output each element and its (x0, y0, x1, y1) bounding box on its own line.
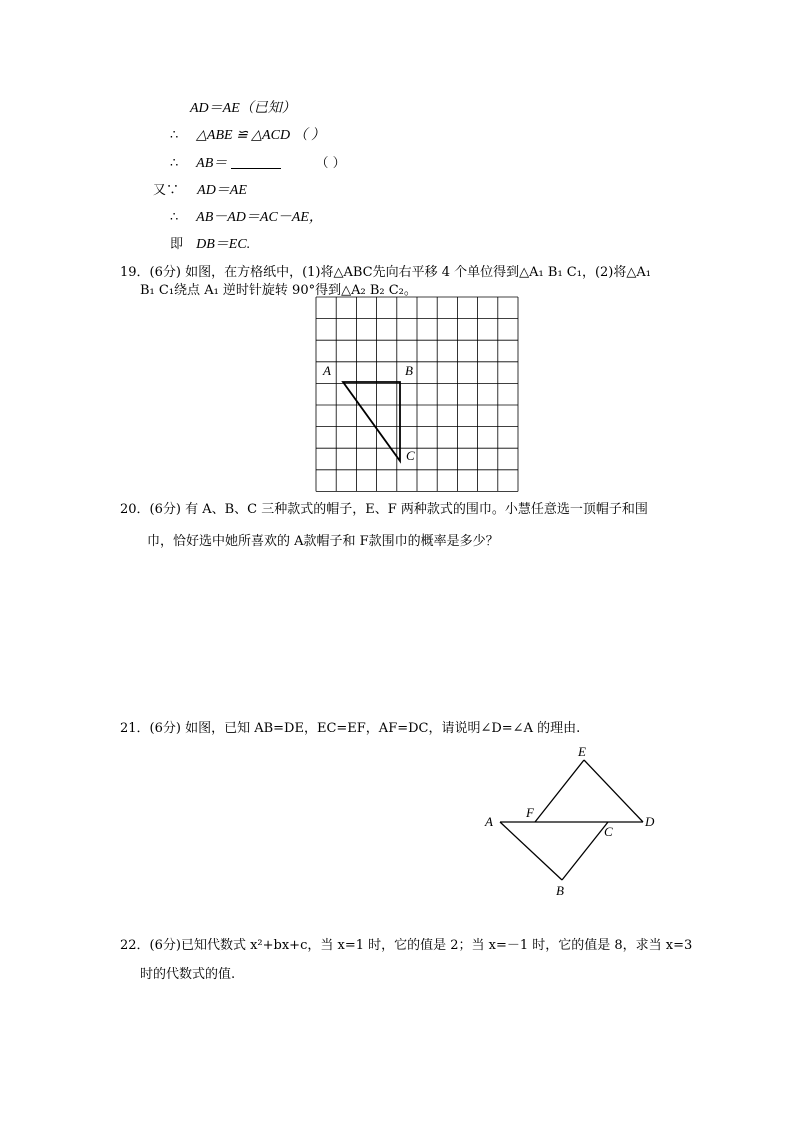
namely-symbol: 即 (170, 237, 184, 252)
point-b-label: B (556, 883, 564, 898)
question-22-line-2: 时的代数式的值. (140, 967, 236, 982)
grid-lines (316, 297, 518, 491)
proof-line-4-text: AD＝AE (197, 183, 247, 198)
geometry-figure (480, 742, 660, 902)
proof-line-6 (170, 233, 250, 253)
point-d-label: D (645, 814, 655, 829)
proof-line-3 (170, 152, 346, 172)
therefore-symbol: ∴ (170, 156, 179, 171)
proof-line-3-prefix: AB＝ (196, 156, 228, 171)
point-f-label: F (526, 805, 534, 820)
question-22-line-1: 22．(6分)已知代数式 x²+bx+c，当 x=1 时，它的值是 2；当 x=－1 时，它的值是 8，求当 x=3 (120, 938, 693, 953)
proof-line-1-text: AD＝AE（已知） (190, 101, 296, 116)
point-a-label: A (323, 363, 331, 378)
therefore-symbol: ∴ (170, 210, 179, 225)
proof-line-4 (153, 179, 247, 199)
question-19-line-1: 19．(6分) 如图，在方格纸中，(1)将△ABC先向右平移 4 个单位得到△A₁ B₁ C₁，(2)将△A₁ (120, 265, 651, 280)
since-symbol: 又∵ (153, 183, 180, 198)
question-19-line-2: B₁ C₁绕点 A₁ 逆时针旋转 90°得到△A₂ B₂ C₂。 (140, 283, 417, 298)
grid-figure (310, 293, 525, 493)
point-c-label: C (604, 824, 613, 839)
segment-bc (562, 822, 608, 880)
proof-line-5 (170, 206, 323, 226)
segment-ab (500, 822, 562, 880)
triangle-abc (343, 382, 400, 461)
proof-line-2 (170, 124, 325, 144)
question-20-line-1: 20．(6分) 有 A、B、C 三种款式的帽子，E、F 两种款式的围巾。小慧任意选一顶帽子和围 (120, 502, 648, 517)
segment-fe (535, 760, 584, 822)
point-b-label: B (405, 363, 413, 378)
proof-line-2-text: △ABE ≌ △ACD （ ） (196, 128, 326, 143)
question-21-line-1: 21．(6分) 如图，已知 AB=DE，EC=EF，AF=DC，请说明∠D=∠A 的理由. (120, 721, 581, 736)
proof-line-5-text: AB－AD＝AC－AE， (196, 210, 323, 225)
proof-line-3-suffix: （ ） (315, 156, 346, 171)
answer-blank[interactable] (231, 156, 281, 169)
question-20-line-2: 巾，恰好选中她所喜欢的 A款帽子和 F款围巾的概率是多少？ (147, 534, 499, 549)
point-e-label: E (578, 744, 586, 759)
point-a-label: A (485, 814, 493, 829)
proof-line-1 (190, 97, 296, 117)
segment-ed (584, 760, 643, 822)
therefore-symbol: ∴ (170, 128, 179, 143)
point-c-label: C (406, 448, 415, 463)
proof-line-6-text: DB＝EC. (196, 237, 251, 252)
